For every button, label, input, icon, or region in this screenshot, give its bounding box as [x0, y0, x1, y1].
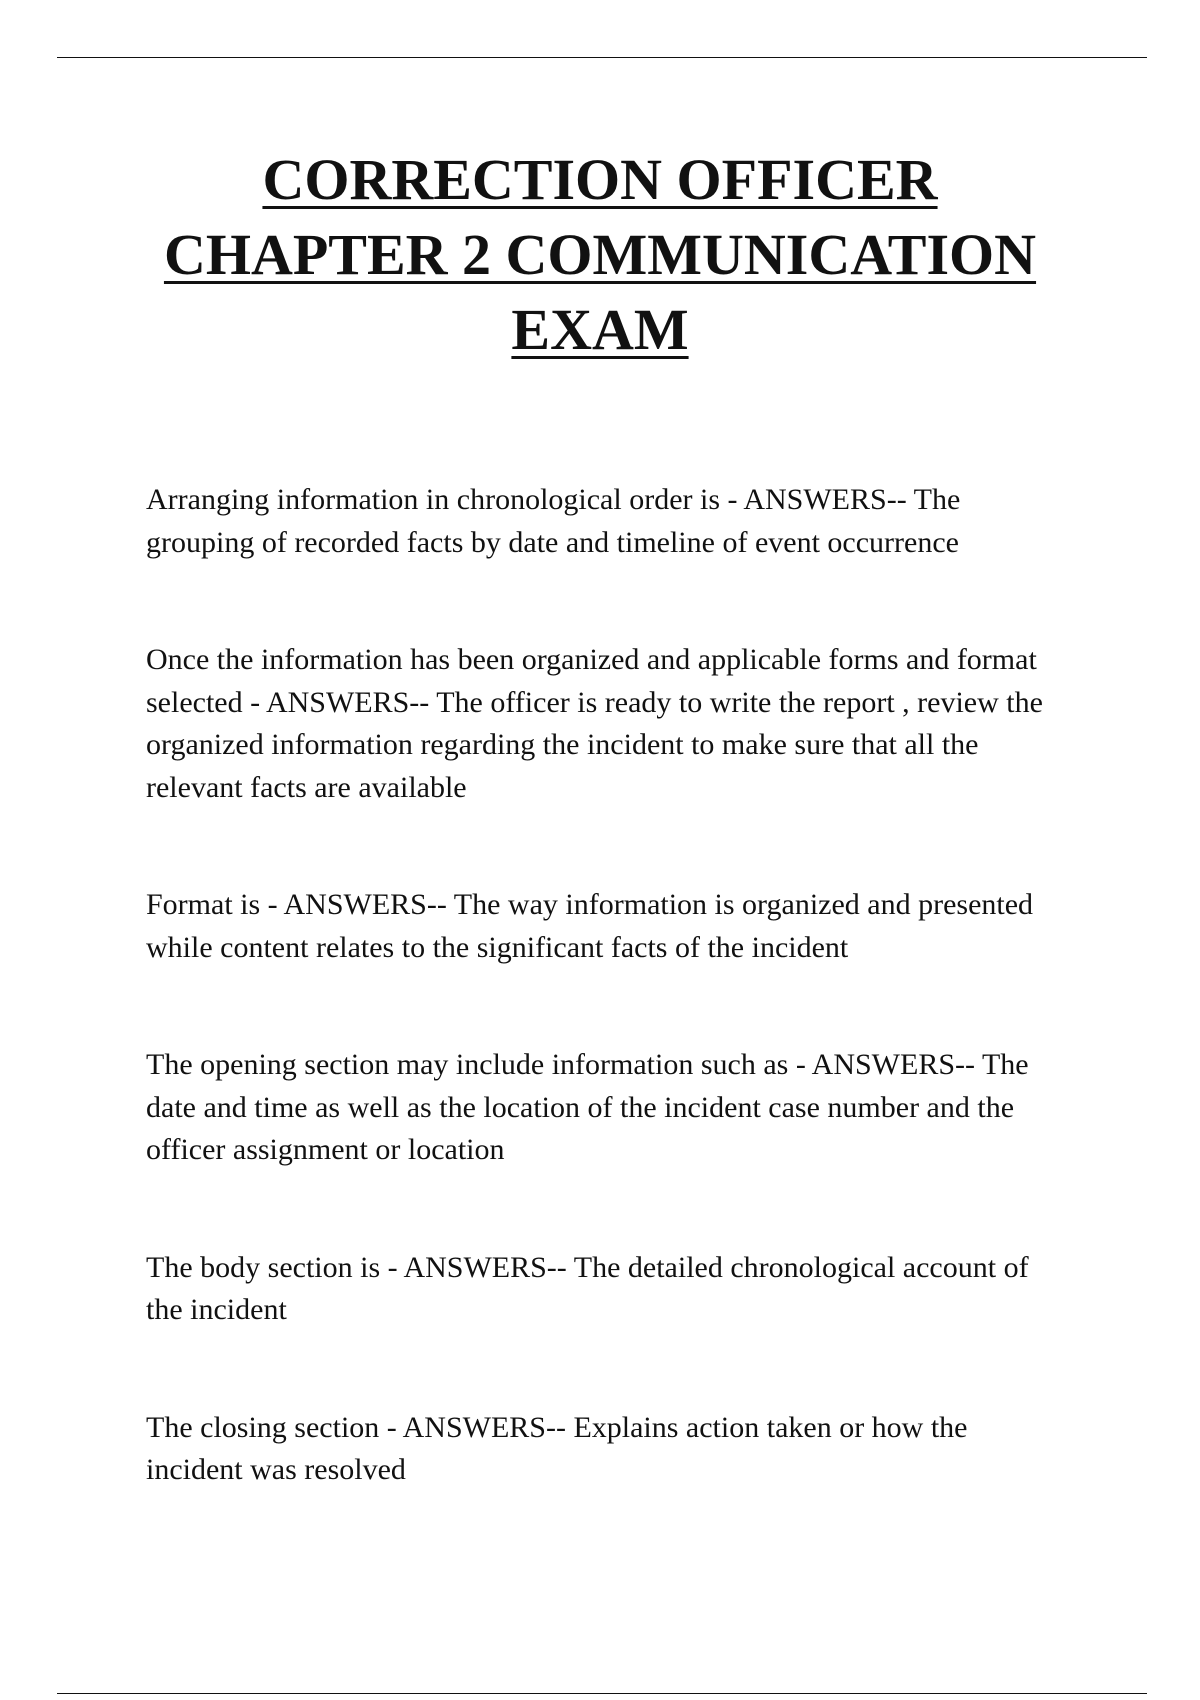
- qa-item: The opening section may include information such as - ANSWERS-- The date and time as well as the location of the incident case number and the officer assignment or location: [146, 1048, 1029, 1166]
- title-line: CHAPTER 2 COMMUNICATION: [163, 222, 1037, 287]
- qa-item: Arranging information in chronological order is - ANSWERS-- The grouping of recorded facts by date and timeline of event occurrence: [146, 483, 961, 559]
- qa-item: The body section is - ANSWERS-- The detailed chronological account of the incident: [146, 1250, 1029, 1326]
- qa-item: Format is - ANSWERS-- The way information is organized and presented while content relates to the significant facts of the incident: [146, 888, 1034, 964]
- question-answer-list: [146, 479, 1066, 1492]
- top-divider: [57, 57, 1147, 58]
- qa-item: The closing section - ANSWERS-- Explains action taken or how the incident was resolved: [146, 1410, 968, 1486]
- bottom-divider: [57, 1693, 1147, 1694]
- page-title: [0, 142, 1200, 367]
- qa-item: Once the information has been organized and applicable forms and format selected - ANSWERS-- The officer is ready to write the report , review the organized information regarding the incident to make sure that all the relevant facts are available: [146, 643, 1043, 804]
- title-line: CORRECTION OFFICER: [262, 147, 938, 212]
- title-line: EXAM: [511, 297, 689, 362]
